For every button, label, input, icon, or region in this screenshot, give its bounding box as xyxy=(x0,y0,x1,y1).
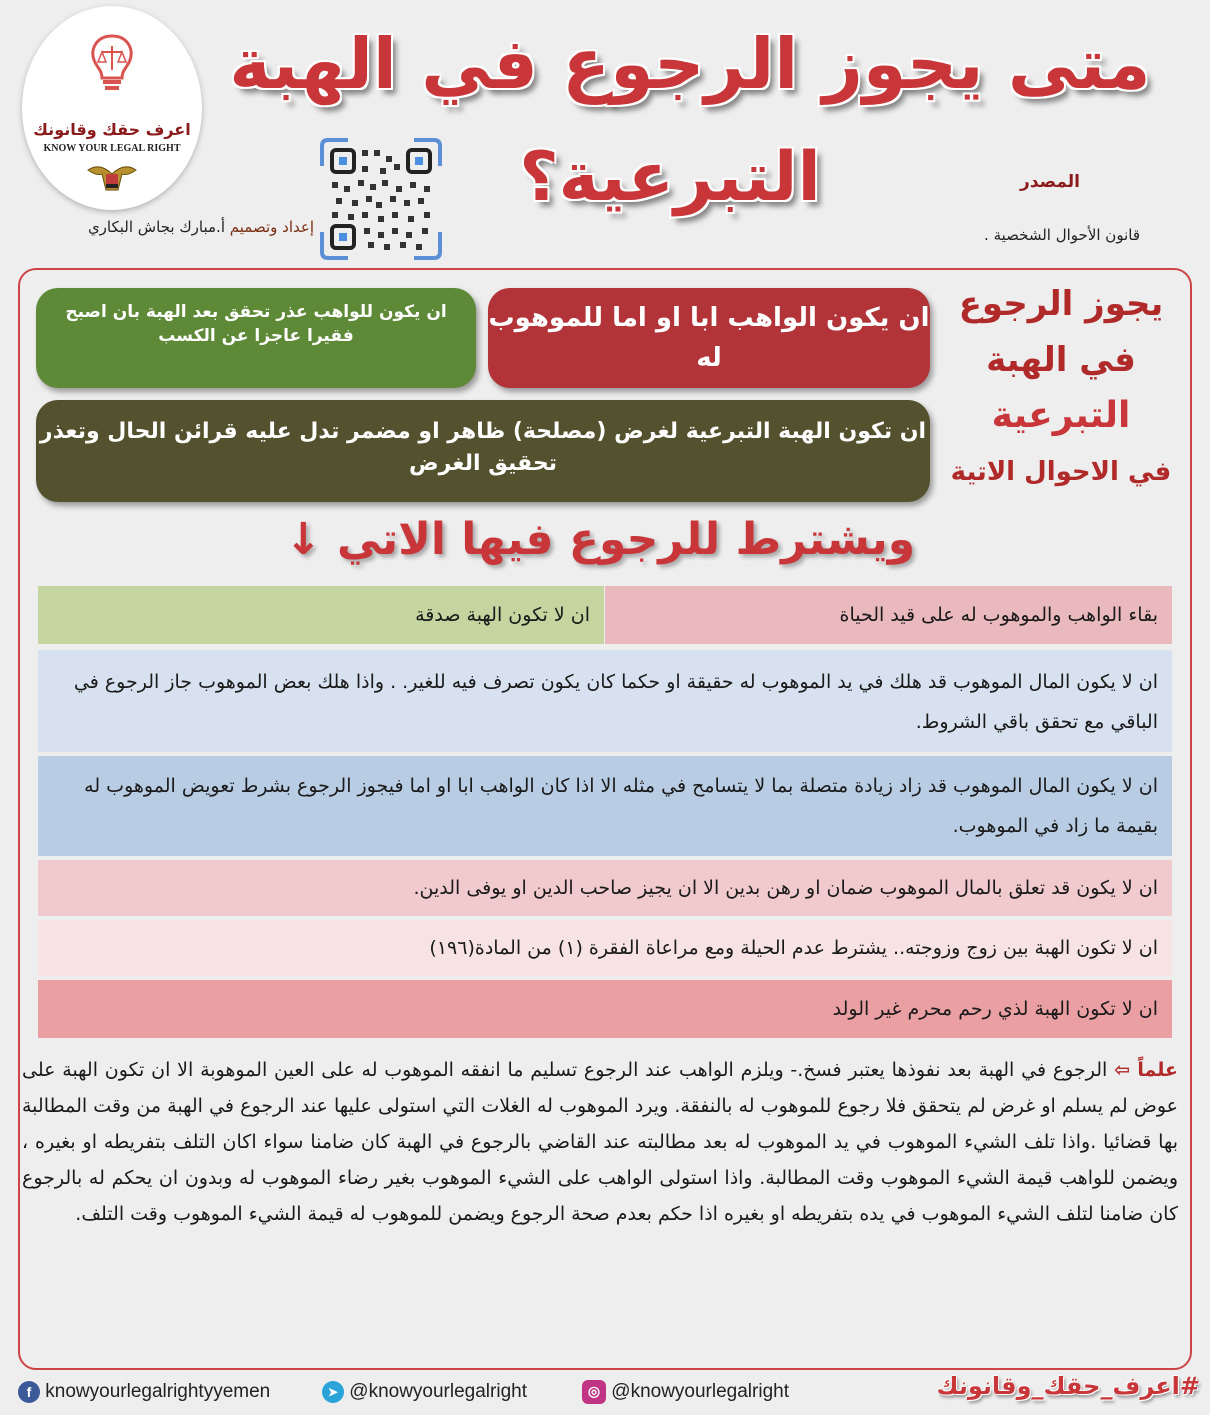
lightbulb-scales-icon xyxy=(84,30,140,100)
facebook-handle: knowyourlegalrightyyemen xyxy=(45,1381,271,1402)
instagram-handle: @knowyourlegalright xyxy=(611,1381,789,1402)
eagle-emblem-icon xyxy=(84,160,140,200)
note-label: علماً ⇦ xyxy=(1114,1059,1178,1081)
page-title: متى يجوز الرجوع في الهبة xyxy=(229,23,1151,105)
conditions-title: ويشترط للرجوع فيها الاتي ↓ xyxy=(284,514,916,565)
logo-text-ar: اعرف حقك وقانونك xyxy=(33,120,191,139)
telegram-link[interactable] xyxy=(322,1376,572,1408)
qr-code-icon[interactable] xyxy=(318,136,444,262)
side-title-line3: التبرعية xyxy=(991,395,1131,436)
condition-not-spouses: ان لا تكون الهبة بين زوج وزوجته.. يشترط عدم الحيلة ومع مراعاة الفقرة (١) من المادة(١٩٦) xyxy=(38,920,1172,976)
instagram-icon: ◎ xyxy=(582,1380,606,1404)
case-poverty: ان يكون للواهب عذر تحقق بعد الهبة بان اصبح فقيرا عاجزا عن الكسب xyxy=(36,288,476,388)
condition-not-perished: ان لا يكون المال الموهوب قد هلك في يد الموهوب له حقيقة او حكما كان يكون تصرف فيه للغير. . واذا هلك بعض الموهوب جاز الرجوع في الباقي مع تحقق باقي الشروط. xyxy=(38,650,1172,752)
condition-not-kin: ان لا تكون الهبة لذي رحم محرم غير الولد xyxy=(38,980,1172,1038)
condition-no-guarantee: ان لا يكون قد تعلق بالمال الموهوب ضمان او رهن بدين الا ان يجيز صاحب الدين او يوفى الدين. xyxy=(38,860,1172,916)
credit-name: أ.مبارك بجاش البكاري xyxy=(87,218,225,236)
condition-not-charity: ان لا تكون الهبة صدقة xyxy=(38,586,604,644)
hashtag: #اعرف_حقك_وقانونك xyxy=(936,1372,1200,1400)
page-title-line2: التبرعية؟ xyxy=(519,138,821,217)
source-label: المصدر xyxy=(1020,172,1080,192)
side-title-line1: يجوز الرجوع xyxy=(958,284,1164,324)
note-paragraph xyxy=(22,1052,1178,1232)
telegram-icon: ➤ xyxy=(322,1381,344,1403)
condition-alive: بقاء الواهب والموهوب له على قيد الحياة xyxy=(605,586,1172,644)
case-parent: ان يكون الواهب ابا او اما للموهوب له xyxy=(488,288,930,388)
side-title-line4: في الاحوال الاتية xyxy=(950,457,1172,487)
side-title xyxy=(936,276,1186,500)
credit xyxy=(14,218,314,236)
telegram-handle: @knowyourlegalright xyxy=(349,1381,527,1402)
facebook-link[interactable] xyxy=(18,1376,318,1408)
credit-label: إعداد وتصميم xyxy=(229,218,314,236)
facebook-icon: f xyxy=(18,1381,40,1403)
side-title-line2: في الهبة xyxy=(986,340,1136,380)
source-value: قانون الأحوال الشخصية . xyxy=(984,226,1140,244)
case-purpose: ان تكون الهبة التبرعية لغرض (مصلحة) ظاهر او مضمر تدل عليه قرائن الحال وتعذر تحقيق الغرض xyxy=(36,400,930,502)
note-text: الرجوع في الهبة بعد نفوذها يعتبر فسخ.- ويلزم الواهب عند الرجوع تسليم ما انفقه الموهوب له على العين الموهوبة الا ان تكون الهبة على عوض لم يسلم او غرض لم يتحقق فلا رجوع للموهوب له بالنفقة. ويرد الموهوب له الغلات التي استولى عليها عند الرجوع في الهبة من وقت المطالبة بها قضائيا .واذا تلف الشيء الموهوب في يد الموهوب له بعد مطالبته عند القاضي بالرجوع في الهبة كان ضامنا سواء اكان التلف بتفريطه او بغيره ، ويضمن للواهب قيمة الشيء الموهوب وقت المطالبة. واذا استولى الواهب على الشيء الموهوب بغير رضاء الموهوب له وبدون ان يحكم له بالرجوع كان ضامنا لتلف الشيء الموهوب في يده بتفريطه او بغيره اذا حكم بعدم صحة الرجوع ويضمن للموهوب له قيمة الشيء الموهوب وقت التلف. xyxy=(22,1059,1178,1225)
condition-not-increased: ان لا يكون المال الموهوب قد زاد زيادة متصلة بما لا يتسامح في مثله الا اذا كان الواهب ابا او اما فيجوز الرجوع بشرط تعويض الموهوب له بقيمة ما زاد في الموهوب. xyxy=(38,756,1172,856)
logo-text-en: KNOW YOUR LEGAL RIGHT xyxy=(43,143,181,154)
instagram-link[interactable] xyxy=(582,1376,852,1408)
